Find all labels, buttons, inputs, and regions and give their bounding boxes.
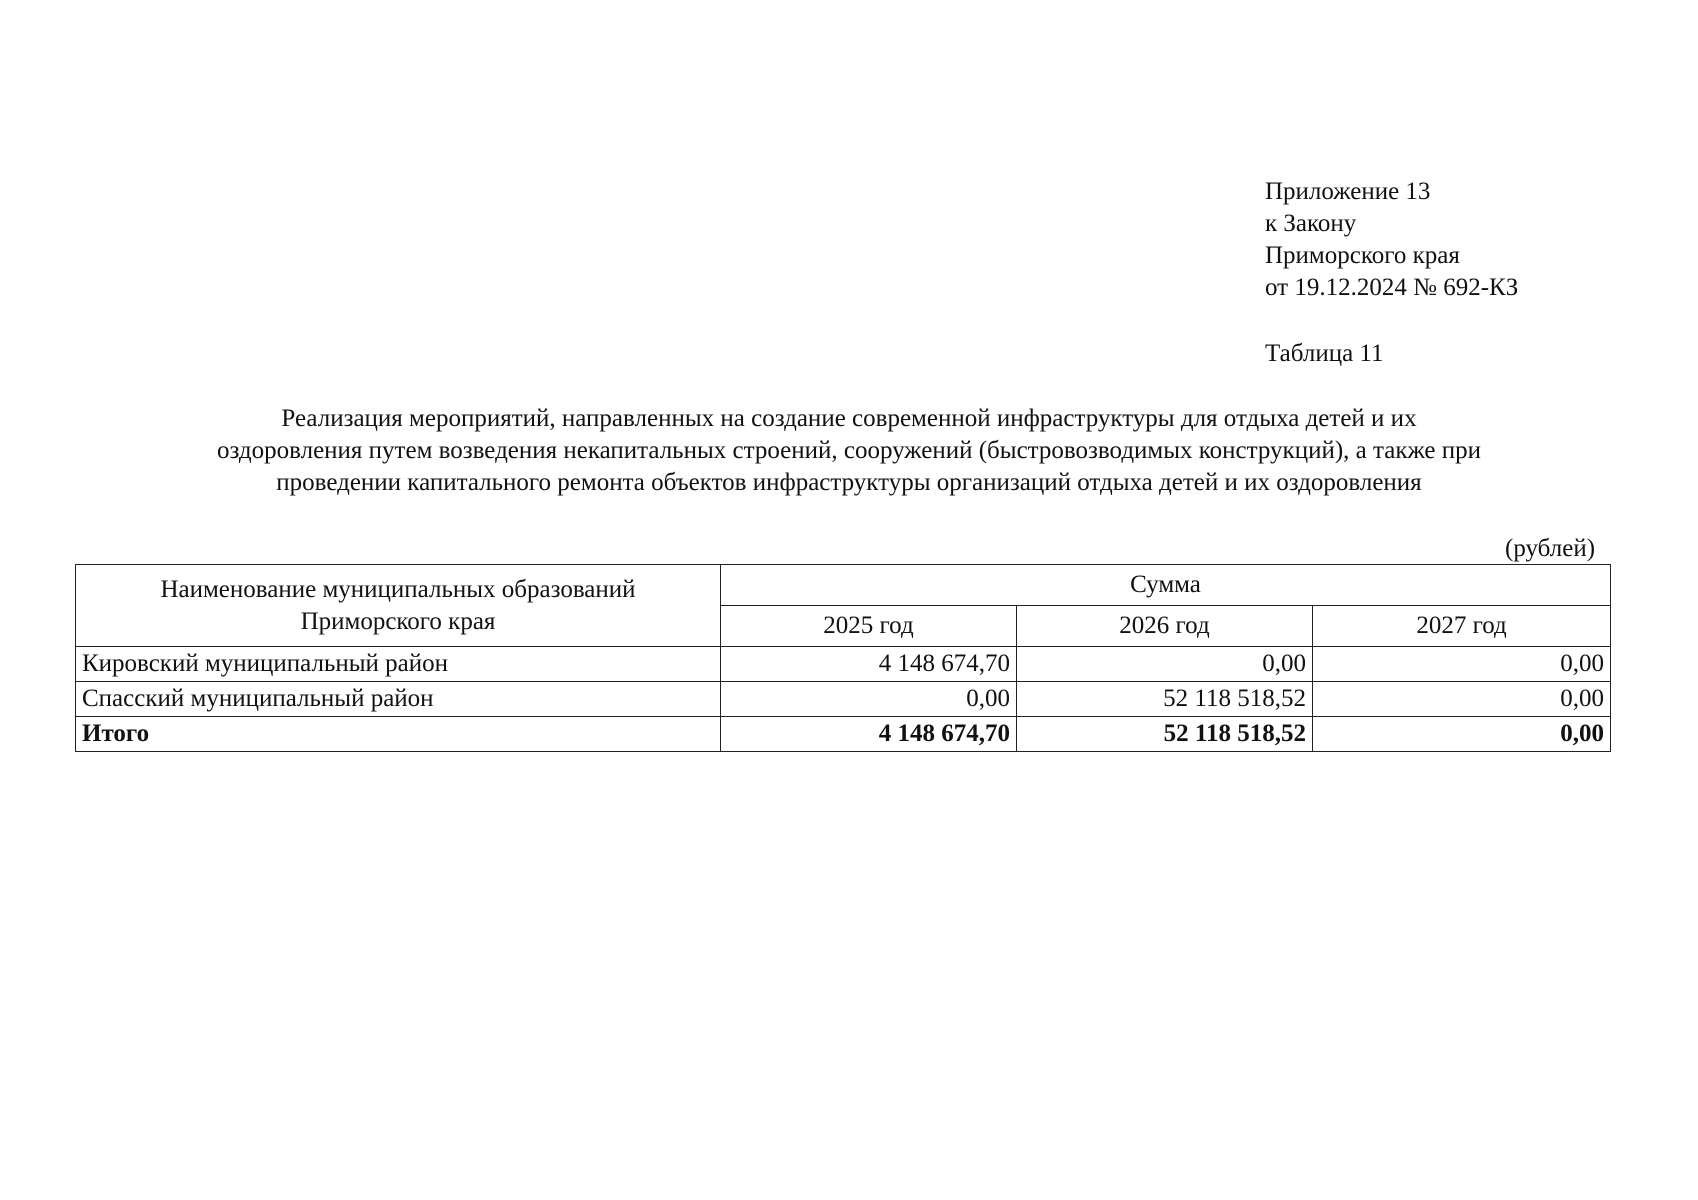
amount-cell: 0,00 xyxy=(1313,647,1611,682)
year-header: 2025 год xyxy=(721,606,1017,647)
title-line: оздоровления путем возведения некапитальных строений, сооружений (быстровозводимых конструкций), а также при xyxy=(216,437,1482,464)
title-line: Реализация мероприятий, направленных на создание современной инфраструктуры для отдыха детей и их xyxy=(281,405,1417,432)
budget-table xyxy=(75,564,1611,752)
total-row xyxy=(76,717,1611,752)
table-row xyxy=(76,682,1611,717)
table-header-row xyxy=(76,565,1611,606)
appendix-line: от 19.12.2024 № 692-КЗ xyxy=(1265,274,1519,301)
amount-cell: 4 148 674,70 xyxy=(721,647,1017,682)
total-amount-cell: 0,00 xyxy=(1313,717,1611,752)
municipality-name: Кировский муниципальный район xyxy=(76,647,721,682)
appendix-line: к Закону xyxy=(1265,210,1357,237)
amount-cell: 0,00 xyxy=(1313,682,1611,717)
year-header: 2027 год xyxy=(1313,606,1611,647)
header-line: Наименование муниципальных образований xyxy=(160,575,636,603)
amount-cell: 0,00 xyxy=(721,682,1017,717)
amount-cell: 0,00 xyxy=(1017,647,1313,682)
total-amount-cell: 4 148 674,70 xyxy=(721,717,1017,752)
municipality-name: Спасский муниципальный район xyxy=(76,682,721,717)
sum-column-header: Сумма xyxy=(721,565,1611,606)
document-title xyxy=(90,403,1608,499)
table-number: Таблица 11 xyxy=(1265,340,1384,367)
table-row xyxy=(76,647,1611,682)
appendix-reference xyxy=(1265,176,1518,304)
title-line: проведении капитального ремонта объектов инфраструктуры организаций отдыха детей и их оздоровления xyxy=(276,469,1422,496)
municipality-column-header xyxy=(76,565,721,647)
header-line: Приморского края xyxy=(300,607,496,635)
appendix-line: Приложение 13 xyxy=(1265,178,1431,205)
total-amount-cell: 52 118 518,52 xyxy=(1017,717,1313,752)
amount-cell: 52 118 518,52 xyxy=(1017,682,1313,717)
year-header: 2026 год xyxy=(1017,606,1313,647)
total-label: Итого xyxy=(76,717,721,752)
units-label: (рублей) xyxy=(1505,535,1596,562)
appendix-line: Приморского края xyxy=(1265,242,1460,269)
